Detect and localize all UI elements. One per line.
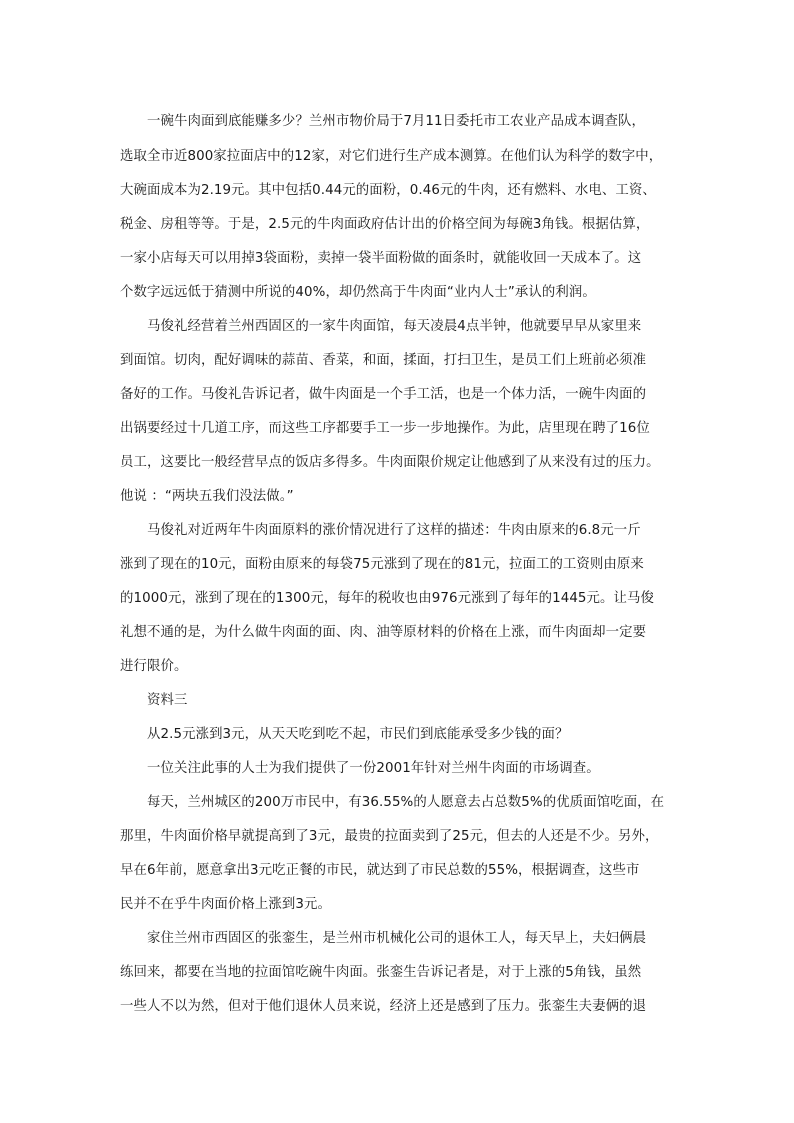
text-line: 个数字远远低于猜测中所说的40%，却仍然高于牛肉面“业内人士”承认的利润。	[120, 285, 596, 300]
text-line: 每天，兰州城区的200万市民中，有36.55%的人愿意去占总数5%的优质面馆吃面，在	[147, 795, 665, 810]
text-line: 涨到了现在的10元，面粉由原来的每袋75元涨到了现在的81元，拉面工的工资则由原来	[120, 557, 644, 572]
text-line: 到面馆。切肉，配好调味的蒜苗、香菜，和面，揉面，打扫卫生，是员工们上班前必须准	[120, 353, 647, 368]
text-line: 一位关注此事的人士为我们提供了一份2001年针对兰州牛肉面的市场调查。	[147, 761, 600, 776]
text-line: 员工，这要比一般经营早点的饭店多得多。牛肉面限价规定让他感到了从来没有过的压力。	[120, 455, 660, 470]
text-line: 那里，牛肉面价格早就提高到了3元，最贵的拉面卖到了25元，但去的人还是不少。另外，	[120, 829, 659, 844]
text-line: 他说 ：“两块五我们没法做。”	[120, 489, 294, 504]
text-line: 的1000元，涨到了现在的1300元，每年的税收也由976元涨到了每年的1445元。让马俊	[120, 591, 655, 606]
text-line: 大碗面成本为2.19元。其中包括0.44元的面粉，0.46元的牛肉，还有燃料、水电、工资、	[120, 183, 656, 198]
text-line: 礼想不通的是，为什么做牛肉面的面、肉、油等原材料的价格在上涨，而牛肉面却一定要	[120, 625, 647, 640]
text-line: 马俊礼对近两年牛肉面原料的涨价情况进行了这样的描述：牛肉由原来的6.8元一斤	[147, 523, 641, 538]
text-line: 备好的工作。马俊礼告诉记者，做牛肉面是一个手工活，也是一个体力活，一碗牛肉面的	[120, 387, 647, 402]
text-line: 马俊礼经营着兰州西固区的一家牛肉面馆，每天凌晨4点半钟，他就要早早从家里来	[147, 319, 642, 334]
text-line: 从2.5元涨到3元，从天天吃到吃不起，市民们到底能承受多少钱的面？	[147, 727, 569, 742]
text-line: 税金、房租等等。于是，2.5元的牛肉面政府估计出的价格空间为每碗3角钱。根据估算，	[120, 217, 650, 232]
text-line: 一碗牛肉面到底能赚多少？兰州市物价局于7月11日委托市工农业产品成本调查队，	[147, 114, 646, 129]
text-line: 早在6年前，愿意拿出3元吃正餐的市民，就达到了市民总数的55%，根据调查，这些市	[120, 863, 640, 878]
text-line: 一家小店每天可以用掉3袋面粉，卖掉一袋半面粉做的面条时，就能收回一天成本了。这	[120, 251, 642, 266]
section-heading: 资料三	[147, 693, 188, 708]
text-line: 家住兰州市西固区的张銮生，是兰州市机械化公司的退休工人，每天早上，夫妇俩晨	[147, 931, 647, 946]
text-line: 一些人不以为然，但对于他们退休人员来说，经济上还是感到了压力。张銮生夫妻俩的退	[120, 999, 647, 1014]
text-line: 民并不在乎牛肉面价格上涨到3元。	[120, 897, 331, 912]
text-line: 练回来，都要在当地的拉面馆吃碗牛肉面。张銮生告诉记者是，对于上涨的5角钱，虽然	[120, 965, 642, 980]
text-line: 出锅要经过十几道工序，而这些工序都要手工一步一步地操作。为此，店里现在聘了16位	[120, 421, 650, 436]
text-line: 进行限价。	[120, 659, 188, 674]
text-line: 选取全市近800家拉面店中的12家，对它们进行生产成本测算。在他们认为科学的数字中，	[120, 149, 663, 164]
